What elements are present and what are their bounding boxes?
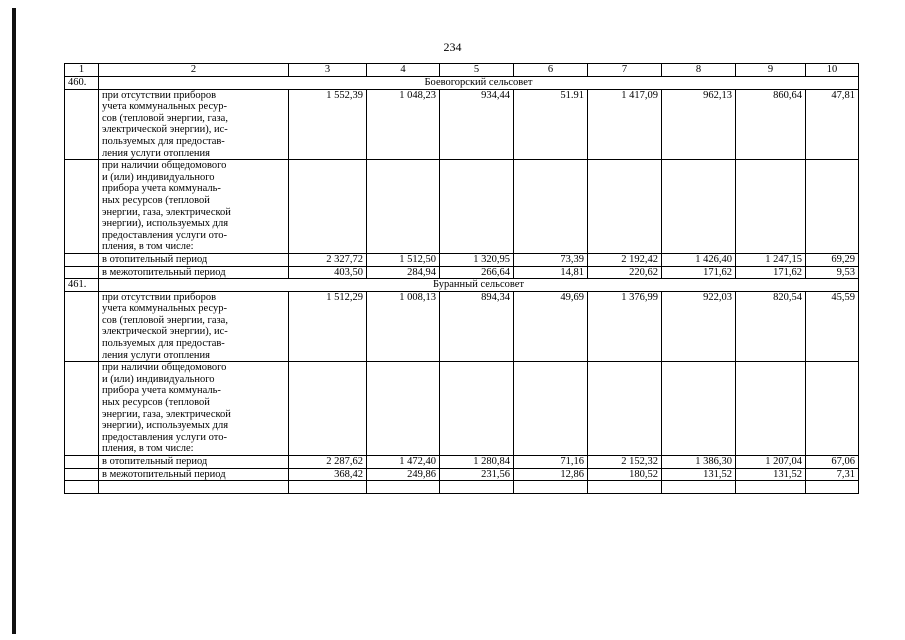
value-cell-empty bbox=[588, 160, 662, 254]
col-header-3: 3 bbox=[289, 64, 367, 77]
value-cell: 49,69 bbox=[514, 291, 588, 362]
page-number: 234 bbox=[443, 40, 462, 54]
row-label: в отопительный период bbox=[99, 456, 289, 469]
value-cell-empty bbox=[367, 160, 440, 254]
section-name: Буранный сельсовет bbox=[99, 279, 859, 292]
tariff-table bbox=[64, 63, 859, 494]
value-cell-empty bbox=[367, 362, 440, 456]
value-cell-empty bbox=[806, 160, 859, 254]
value-cell: 2 192,42 bbox=[588, 253, 662, 266]
value-cell: 131,52 bbox=[662, 468, 736, 481]
value-cell: 2 287,62 bbox=[289, 456, 367, 469]
label-line: учета коммунальных ресур- bbox=[102, 303, 227, 315]
row-label: в межотопительный период bbox=[99, 266, 289, 279]
value-cell: 1 048,23 bbox=[367, 89, 440, 160]
value-cell-empty bbox=[736, 362, 806, 456]
value-cell: 14,81 bbox=[514, 266, 588, 279]
row-code-empty bbox=[65, 362, 99, 456]
label-line: энергии, газа, электрической bbox=[102, 408, 231, 420]
empty-cell bbox=[588, 481, 662, 494]
label-line: и (или) индивидуального bbox=[102, 373, 215, 385]
col-header-10: 10 bbox=[806, 64, 859, 77]
value-cell: 1 247,15 bbox=[736, 253, 806, 266]
label-line: энергии), используемых для bbox=[102, 420, 229, 432]
value-cell-empty bbox=[588, 362, 662, 456]
label-line: прибора учета коммуналь- bbox=[102, 183, 221, 195]
value-cell: 171,62 bbox=[662, 266, 736, 279]
section-name: Боевогорский сельсовет bbox=[99, 77, 859, 90]
row-interheating-period bbox=[65, 266, 859, 279]
col-header-8: 8 bbox=[662, 64, 736, 77]
value-cell: 12,86 bbox=[514, 468, 588, 481]
value-cell: 403,50 bbox=[289, 266, 367, 279]
value-cell: 2 327,72 bbox=[289, 253, 367, 266]
value-cell: 266,64 bbox=[440, 266, 514, 279]
label-line: ных ресурсов (тепловой bbox=[102, 397, 210, 409]
value-cell-empty bbox=[289, 160, 367, 254]
row-no-meters bbox=[65, 89, 859, 160]
section-row bbox=[65, 279, 859, 292]
value-cell: 1 280,84 bbox=[440, 456, 514, 469]
col-header-6: 6 bbox=[514, 64, 588, 77]
value-cell: 1 512,50 bbox=[367, 253, 440, 266]
value-cell: 45,59 bbox=[806, 291, 859, 362]
label-line: электрической энергии), ис- bbox=[102, 326, 228, 338]
empty-cell bbox=[440, 481, 514, 494]
row-label bbox=[99, 362, 289, 456]
value-cell: 1 426,40 bbox=[662, 253, 736, 266]
blank-row bbox=[65, 481, 859, 494]
label-line: энергии, газа, электрической bbox=[102, 206, 231, 218]
empty-cell bbox=[662, 481, 736, 494]
col-header-9: 9 bbox=[736, 64, 806, 77]
row-label bbox=[99, 89, 289, 160]
value-cell-empty bbox=[514, 362, 588, 456]
value-cell: 1 207,04 bbox=[736, 456, 806, 469]
section-code: 460. bbox=[65, 77, 99, 90]
value-cell: 7,31 bbox=[806, 468, 859, 481]
col-header-2: 2 bbox=[99, 64, 289, 77]
label-line: прибора учета коммуналь- bbox=[102, 385, 221, 397]
row-with-meters bbox=[65, 160, 859, 254]
label-line: сов (тепловой энергии, газа, bbox=[102, 112, 228, 124]
col-header-1: 1 bbox=[65, 64, 99, 77]
value-cell: 894,34 bbox=[440, 291, 514, 362]
row-label: в межотопительный период bbox=[99, 468, 289, 481]
empty-cell bbox=[99, 481, 289, 494]
value-cell: 51.91 bbox=[514, 89, 588, 160]
value-cell-empty bbox=[806, 362, 859, 456]
value-cell: 368,42 bbox=[289, 468, 367, 481]
value-cell: 1 417,09 bbox=[588, 89, 662, 160]
label-line: энергии), используемых для bbox=[102, 218, 229, 230]
value-cell: 1 512,29 bbox=[289, 291, 367, 362]
empty-cell bbox=[736, 481, 806, 494]
row-code-empty bbox=[65, 253, 99, 266]
value-cell: 171,62 bbox=[736, 266, 806, 279]
empty-cell bbox=[289, 481, 367, 494]
label-line: пользуемых для предостав- bbox=[102, 338, 225, 350]
label-line: пления, в том числе: bbox=[102, 443, 194, 455]
label-line: пления, в том числе: bbox=[102, 241, 194, 253]
section-row bbox=[65, 77, 859, 90]
label-line: ления услуги отопления bbox=[102, 349, 210, 361]
value-cell-empty bbox=[662, 160, 736, 254]
value-cell-empty bbox=[440, 362, 514, 456]
value-cell: 1 386,30 bbox=[662, 456, 736, 469]
value-cell: 2 152,32 bbox=[588, 456, 662, 469]
label-line: предоставления услуги ото- bbox=[102, 431, 227, 443]
value-cell-empty bbox=[440, 160, 514, 254]
value-cell: 1 472,40 bbox=[367, 456, 440, 469]
row-code-empty bbox=[65, 291, 99, 362]
value-cell: 67,06 bbox=[806, 456, 859, 469]
value-cell: 1 320,95 bbox=[440, 253, 514, 266]
row-interheating-period bbox=[65, 468, 859, 481]
value-cell: 860,64 bbox=[736, 89, 806, 160]
value-cell: 47,81 bbox=[806, 89, 859, 160]
row-label bbox=[99, 160, 289, 254]
label-line: при наличии общедомового bbox=[102, 160, 227, 172]
label-line: сов (тепловой энергии, газа, bbox=[102, 314, 228, 326]
value-cell: 180,52 bbox=[588, 468, 662, 481]
empty-cell bbox=[65, 481, 99, 494]
label-line: ных ресурсов (тепловой bbox=[102, 194, 210, 206]
label-line: учета коммунальных ресур- bbox=[102, 101, 227, 113]
row-code-empty bbox=[65, 468, 99, 481]
section-code: 461. bbox=[65, 279, 99, 292]
empty-cell bbox=[367, 481, 440, 494]
value-cell: 131,52 bbox=[736, 468, 806, 481]
value-cell: 69,29 bbox=[806, 253, 859, 266]
value-cell: 220,62 bbox=[588, 266, 662, 279]
value-cell-empty bbox=[289, 362, 367, 456]
value-cell: 71,16 bbox=[514, 456, 588, 469]
col-header-4: 4 bbox=[367, 64, 440, 77]
empty-cell bbox=[514, 481, 588, 494]
value-cell-empty bbox=[736, 160, 806, 254]
value-cell: 73,39 bbox=[514, 253, 588, 266]
value-cell: 1 008,13 bbox=[367, 291, 440, 362]
value-cell: 962,13 bbox=[662, 89, 736, 160]
row-code-empty bbox=[65, 89, 99, 160]
label-line: предоставления услуги ото- bbox=[102, 229, 227, 241]
value-cell: 231,56 bbox=[440, 468, 514, 481]
empty-cell bbox=[806, 481, 859, 494]
row-code-empty bbox=[65, 456, 99, 469]
column-numbers-row bbox=[65, 64, 859, 77]
row-code-empty bbox=[65, 266, 99, 279]
value-cell: 284,94 bbox=[367, 266, 440, 279]
col-header-7: 7 bbox=[588, 64, 662, 77]
row-label: в отопительный период bbox=[99, 253, 289, 266]
row-heating-period bbox=[65, 253, 859, 266]
label-line: и (или) индивидуального bbox=[102, 171, 215, 183]
left-margin-bar bbox=[12, 8, 16, 634]
value-cell-empty bbox=[662, 362, 736, 456]
label-line: при отсутствии приборов bbox=[102, 291, 217, 303]
value-cell: 9,53 bbox=[806, 266, 859, 279]
row-no-meters bbox=[65, 291, 859, 362]
label-line: при наличии общедомового bbox=[102, 362, 227, 374]
row-with-meters bbox=[65, 362, 859, 456]
label-line: при отсутствии приборов bbox=[102, 89, 217, 101]
label-line: пользуемых для предостав- bbox=[102, 135, 225, 147]
row-label bbox=[99, 291, 289, 362]
col-header-5: 5 bbox=[440, 64, 514, 77]
value-cell: 249,86 bbox=[367, 468, 440, 481]
row-heating-period bbox=[65, 456, 859, 469]
value-cell: 922,03 bbox=[662, 291, 736, 362]
value-cell: 1 552,39 bbox=[289, 89, 367, 160]
label-line: ления услуги отопления bbox=[102, 147, 210, 159]
label-line: электрической энергии), ис- bbox=[102, 124, 228, 136]
row-code-empty bbox=[65, 160, 99, 254]
value-cell: 934,44 bbox=[440, 89, 514, 160]
value-cell-empty bbox=[514, 160, 588, 254]
value-cell: 820,54 bbox=[736, 291, 806, 362]
value-cell: 1 376,99 bbox=[588, 291, 662, 362]
